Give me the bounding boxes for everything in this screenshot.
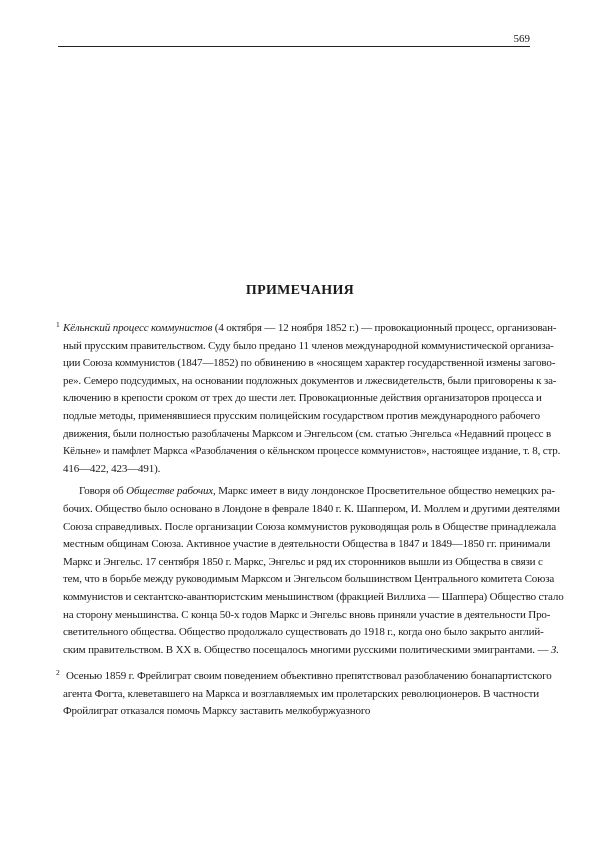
text-line xyxy=(63,320,557,338)
text-line xyxy=(63,373,557,391)
text-line xyxy=(63,642,559,660)
footnote-2 xyxy=(56,668,552,721)
text-segment: Кёльне» и памфлет Маркса «Разоблачения о кёльнском процессе коммунистов», настоящее издание, т. 8, стр. xyxy=(63,445,561,458)
text-segment: ключению в крепости сроком от трех до шести лет. Провокационные действия организаторов процесса и xyxy=(63,392,542,405)
text-line xyxy=(63,571,555,589)
page-number: 569 xyxy=(513,33,530,45)
text-segment: Фройлиграт отказался помочь Марксу заставить мелкобуржуазного xyxy=(63,705,371,718)
text-line xyxy=(63,426,552,444)
text-line xyxy=(63,589,564,607)
text-line xyxy=(63,554,543,572)
text-segment: Маркс имеет в виду лондонское Просветительное общество немецких ра- xyxy=(215,485,555,498)
text-line xyxy=(63,443,561,461)
text-segment: подлые методы, применявшиеся прусским полицейским государством против международного рабочего xyxy=(63,409,540,422)
text-segment: агента Фогта, клеветавшего на Маркса и возглавляемых им пролетарских революционеров. В частности xyxy=(63,687,539,700)
text-line xyxy=(63,501,560,519)
text-line xyxy=(63,519,556,537)
text-segment: ный прусским правительством. Суду было предано 11 членов международной коммунистической организа- xyxy=(63,339,554,352)
text-segment: ции Союза коммунистов (1847—1852) по обвинению в «носящем характер государственной измены загово- xyxy=(63,357,556,370)
footnote-marker: 2 xyxy=(56,668,60,677)
text-line xyxy=(63,390,542,408)
text-segment: Маркс и Энгельс. 17 сентября 1850 г. Маркс, Энгельс и ряд их сторонников вышли из Общества в связи с xyxy=(63,555,543,568)
header-rule xyxy=(58,46,530,47)
text-segment: бочих. Общество было основано в Лондоне в феврале 1840 г. К. Шаппером, И. Моллем и другими деятелями xyxy=(63,502,560,515)
text-line xyxy=(63,408,539,426)
text-line xyxy=(63,607,551,625)
text-line xyxy=(63,461,539,479)
italic-text: Кёльнский процесс коммунистов xyxy=(63,322,213,334)
note-paragraph xyxy=(63,483,564,659)
text-segment: ре». Семеро подсудимых, на основании подложных документов и лжесвидетельств, были приговорены к за- xyxy=(63,374,557,387)
note-paragraph xyxy=(63,320,561,478)
footnote-marker: 1 xyxy=(56,320,60,329)
text-segment: Союза справедливых. После организации Союза коммунистов руководящая роль в Обществе принадлежала xyxy=(63,520,556,533)
note-paragraph xyxy=(63,668,552,721)
text-segment: Говоря об xyxy=(79,485,127,498)
text-line xyxy=(63,624,544,642)
text-segment: коммунистов и сектантско-авантюристским меньшинством (фракцией Виллиха — Шаппера) Общество стало xyxy=(63,590,564,603)
text-line xyxy=(63,338,554,356)
text-segment: ским правительством. В XX в. Общество посещалось многими русскими политическими эмигрантами. — xyxy=(63,643,551,656)
text-segment: местным общинам Союза. Активное участие в деятельности Общества в 1847 и 1849—1850 гг. принимали xyxy=(63,538,551,551)
footnote-1 xyxy=(56,320,564,659)
text-segment: (4 октября — 12 ноября 1852 г.) — провокационный процесс, организован- xyxy=(212,322,557,334)
text-line xyxy=(66,668,552,686)
text-line xyxy=(63,483,555,501)
text-line xyxy=(63,536,551,554)
text-segment: Осенью 1859 г. Фрейлиграт своим поведением объективно препятствовал разоблачению бонапартистского xyxy=(66,670,552,682)
text-segment: тем, что в борьбе между руководимым Марксом и Энгельсом большинством Центрального комитета Союза xyxy=(63,573,555,586)
text-segment: на сторону меньшинства. С конца 50-х годов Маркс и Энгельс вновь приняли участие в деятельности Про- xyxy=(63,608,551,621)
section-title: ПРИМЕЧАНИЯ xyxy=(245,283,355,298)
italic-text: З. xyxy=(550,643,559,656)
text-segment: светительного общества. Общество продолжало существовать до 1918 г., когда оно было закрыто англий- xyxy=(63,626,544,639)
text-line xyxy=(63,355,556,373)
text-line xyxy=(63,686,539,704)
text-segment: 416—422, 423—491). xyxy=(63,462,161,475)
italic-text: Обществе рабочих, xyxy=(126,485,216,498)
text-line xyxy=(63,703,539,721)
text-segment: движения, были полностью разоблачены Марксом и Энгельсом (см. статью Энгельса «Недавний процесс в xyxy=(63,427,552,440)
